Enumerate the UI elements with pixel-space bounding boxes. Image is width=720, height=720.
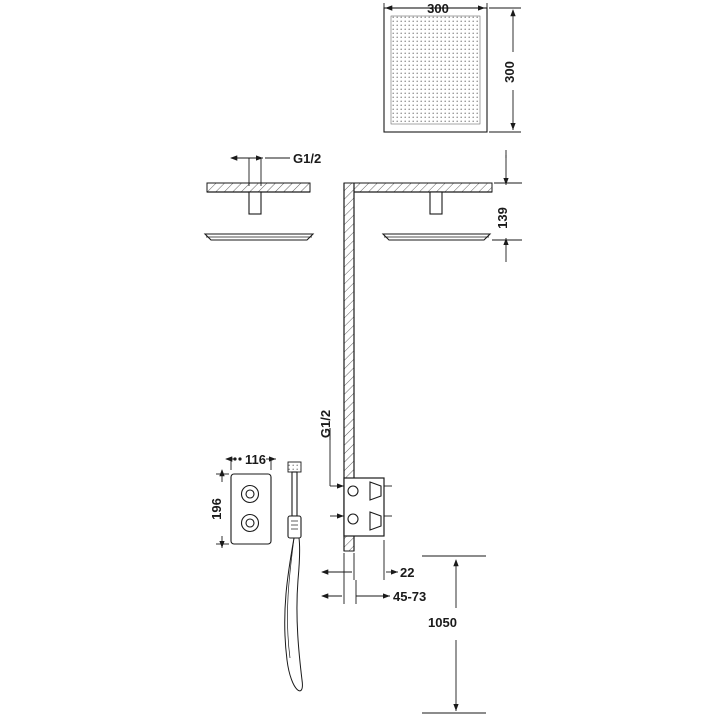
valve-plate-front [231,474,271,544]
dim-ceiling-drop-line [492,150,522,262]
dim-inlet-mid-line [330,428,344,516]
ceiling-arm-right [383,192,490,240]
dim-recess-range-line [322,553,390,604]
hand-shower [288,462,301,538]
dim-inlet-top-line [231,158,290,186]
dim-head-depth-label: 300 [502,61,517,83]
dim-inlet-mid-label: G1/2 [318,409,333,439]
dim-ceiling-drop-label: 139 [495,207,510,229]
shower-hose [285,538,303,691]
dim-floor-height-label: 1050 [428,615,457,630]
dim-head-width-label: 300 [427,1,449,16]
ceiling-slab-left [207,183,310,192]
dim-valve-height-label: 196 [209,498,224,520]
ceiling-arm-left [205,192,313,240]
shower-head-plan [384,8,487,132]
dim-inlet-top-label: G1/2 [293,151,322,166]
concealed-valve-body [344,478,392,536]
dim-body-depth-label: 22 [400,565,415,580]
dim-valve-width-label: 116 [245,452,266,467]
dim-recess-range-label: 45-73 [393,589,427,604]
ceiling-slab-right [354,183,492,192]
dim-body-depth-line [322,540,398,580]
dim-floor-height-line [422,556,486,713]
